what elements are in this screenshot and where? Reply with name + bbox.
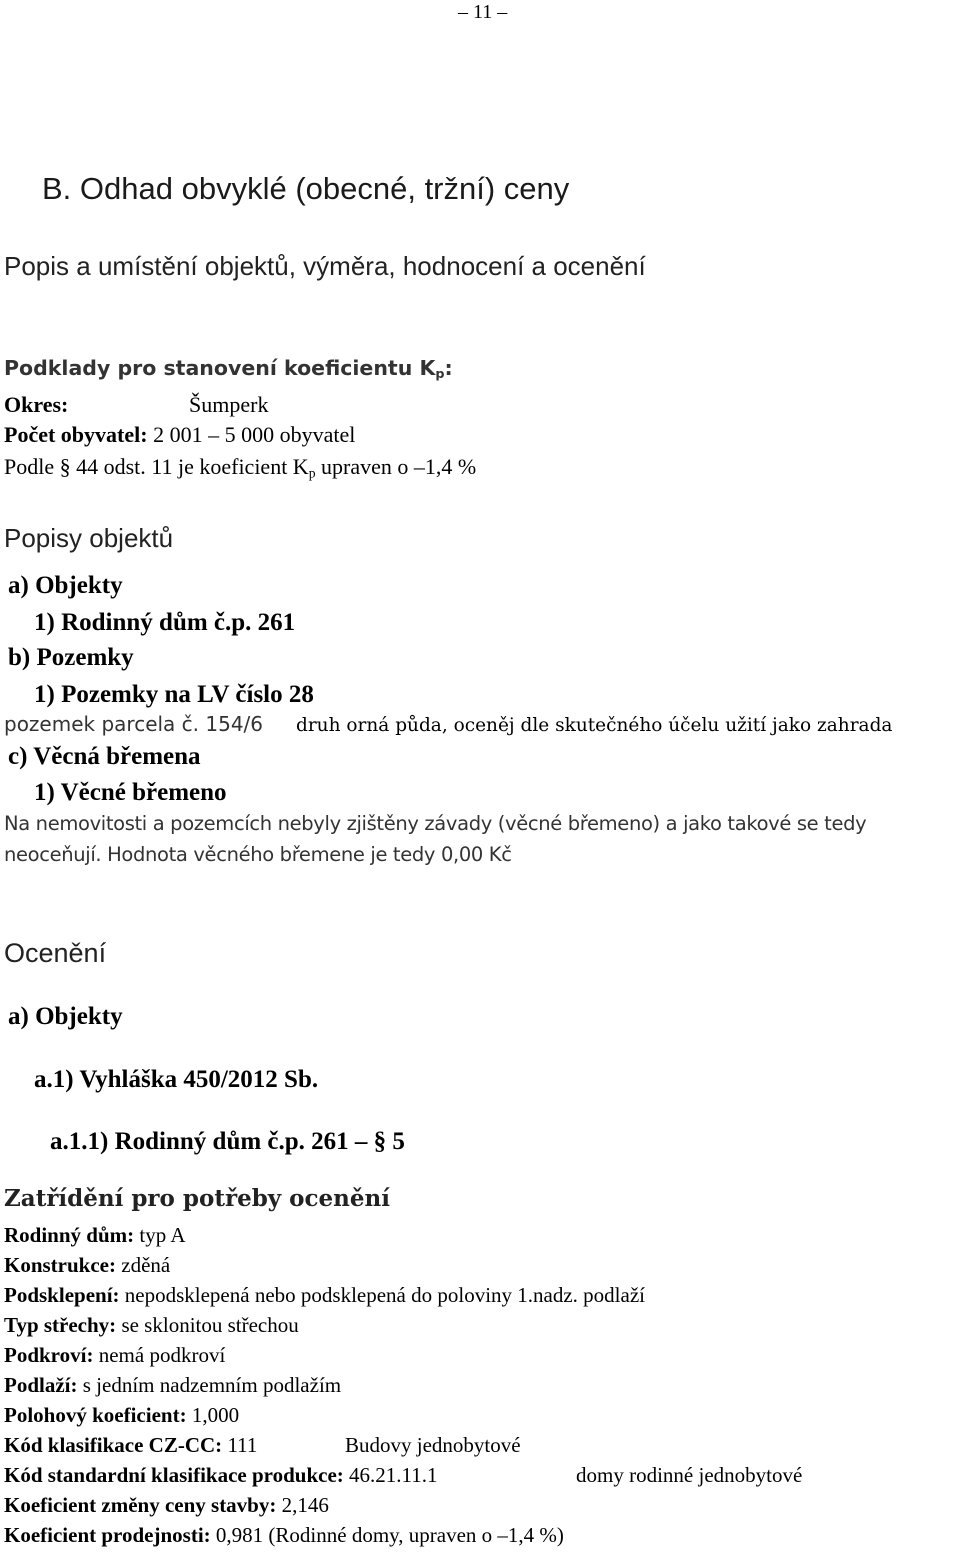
zatrideni-row: [4, 1495, 329, 1516]
pocet-label: Počet obyvatel:: [4, 422, 148, 447]
oceneni-a11: a.1.1) Rodinný dům č.p. 261 – § 5: [50, 1128, 405, 1155]
row-value: 111: [222, 1433, 258, 1457]
zatrideni-heading: Zatřídění pro potřeby ocenění: [4, 1185, 390, 1212]
row-label: Podkroví:: [4, 1343, 94, 1367]
row-label: Konstrukce:: [4, 1253, 116, 1277]
podle-suffix: upraven o –1,4 %: [315, 454, 477, 479]
okres-label: Okres:: [4, 392, 69, 417]
okres-row: [4, 394, 268, 416]
row-value: 2,146: [276, 1493, 329, 1517]
podle-row: [4, 454, 477, 481]
row-value: 0,981 (Rodinné domy, upraven o –1,4 %): [210, 1523, 564, 1547]
zatrideni-row: [4, 1345, 225, 1366]
zatrideni-row: [4, 1463, 803, 1487]
kp-heading-text: Podklady pro stanovení koeficientu K: [4, 356, 436, 380]
row-value: typ A: [134, 1223, 186, 1247]
row-value: nemá podkroví: [93, 1343, 226, 1367]
popisy-a1: 1) Rodinný dům č.p. 261: [34, 609, 296, 636]
row-extra: domy rodinné jednobytové: [576, 1463, 803, 1487]
oceneni-heading: Ocenění: [4, 938, 107, 968]
row-extra: Budovy jednobytové: [345, 1433, 521, 1457]
popisy-c1: 1) Věcné břemeno: [34, 779, 227, 806]
zatrideni-row: [4, 1525, 564, 1546]
popisy-c-label: c) Věcná břemena: [8, 743, 201, 770]
row-value: nepodsklepená nebo podsklepená do poloviny 1.nadz. podlaží: [119, 1283, 645, 1307]
row-label: Podsklepení:: [4, 1283, 120, 1307]
popisy-heading: Popisy objektů: [4, 523, 174, 553]
kp-heading-sub: p: [435, 366, 445, 382]
kp-heading-end: :: [444, 356, 453, 380]
zatrideni-row: [4, 1405, 239, 1426]
parcel-left: pozemek parcela č. 154/6: [4, 712, 264, 736]
podle-prefix: Podle § 44 odst. 11 je koeficient K: [4, 454, 309, 479]
row-label: Rodinný dům:: [4, 1223, 135, 1247]
row-label: Koeficient změny ceny stavby:: [4, 1493, 277, 1517]
row-value: se sklonitou střechou: [116, 1313, 299, 1337]
section-subtitle: Popis a umístění objektů, výměra, hodnocení a ocenění: [4, 251, 646, 281]
row-value: 46.21.11.1: [343, 1463, 438, 1487]
pocet-value: 2 001 – 5 000 obyvatel: [153, 422, 356, 447]
row-label: Typ střechy:: [4, 1313, 117, 1337]
zatrideni-row: [4, 1255, 170, 1276]
note-line-2: neoceňují. Hodnota věcného břemene je tedy 0,00 Kč: [4, 843, 512, 866]
popisy-b-label: b) Pozemky: [8, 644, 134, 671]
zatrideni-row: [4, 1315, 299, 1336]
kp-heading: [4, 356, 453, 382]
row-label: Polohový koeficient:: [4, 1403, 187, 1427]
note-line-1: Na nemovitosti a pozemcích nebyly zjištěny závady (věcné břemeno) a jako takové se tedy: [4, 812, 867, 835]
row-value: s jedním nadzemním podlažím: [77, 1373, 342, 1397]
popisy-b1: 1) Pozemky na LV číslo 28: [34, 681, 314, 708]
parcel-right: druh orná půda, oceněj dle skutečného účelu užití jako zahrada: [296, 715, 893, 736]
popisy-a-label: a) Objekty: [8, 572, 123, 599]
page-number: – 11 –: [458, 1, 508, 23]
zatrideni-row: [4, 1225, 185, 1246]
row-label: Podlaží:: [4, 1373, 78, 1397]
zatrideni-row: [4, 1433, 521, 1457]
row-value: 1,000: [186, 1403, 240, 1427]
row-label: Kód klasifikace CZ-CC:: [4, 1433, 223, 1457]
row-label: Koeficient prodejnosti:: [4, 1523, 211, 1547]
oceneni-a-label: a) Objekty: [8, 1003, 123, 1030]
parcel-row: [4, 714, 892, 736]
oceneni-a1: a.1) Vyhláška 450/2012 Sb.: [34, 1066, 319, 1093]
okres-value: Šumperk: [189, 392, 269, 417]
pocet-row: [4, 424, 355, 446]
page-title: B. Odhad obvyklé (obecné, tržní) ceny: [42, 171, 570, 206]
zatrideni-row: [4, 1285, 645, 1306]
zatrideni-row: [4, 1375, 341, 1396]
row-label: Kód standardní klasifikace produkce:: [4, 1463, 344, 1487]
row-value: zděná: [116, 1253, 171, 1277]
podle-sub: p: [308, 465, 316, 481]
